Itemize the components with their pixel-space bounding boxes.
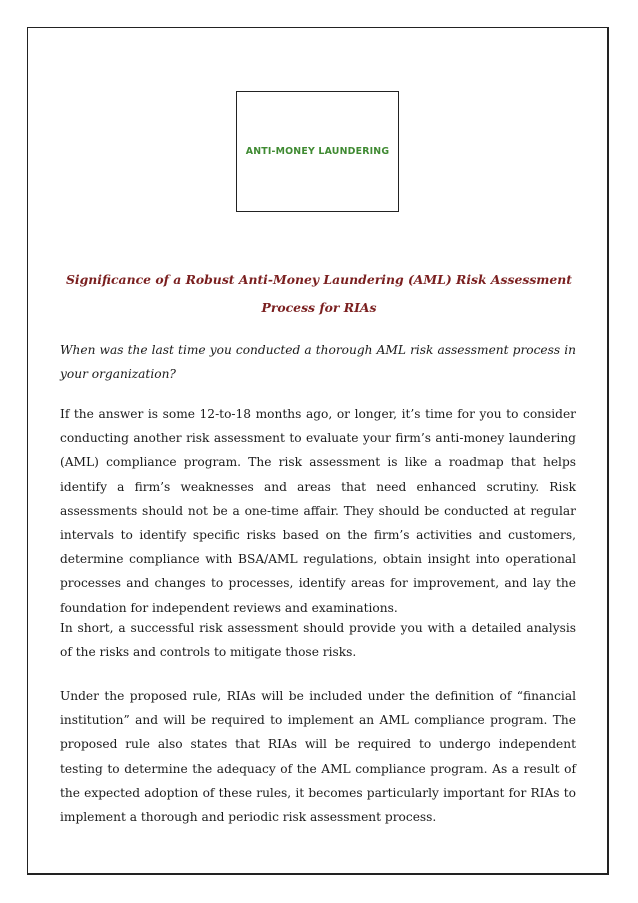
document-title: Significance of a Robust Anti-Money Laundering (AML) Risk Assessment Process for RIAs <box>65 272 573 315</box>
logo-image <box>236 91 399 212</box>
paragraph-risk-assessment: If the answer is some 12-to-18 months ago, or longer, it’s time for you to consider conducting another risk assessment to evaluate your firm’s anti-money laundering (AML) compliance program. The risk assessment is like a roadmap that helps identify a firm’s weaknesses and areas that need enhanced scrutiny. Risk assessments should not be a one-time affair. They should be conducted at regular intervals to identify specific risks based on the firm’s activities and customers, determine compliance with BSA/AML regulations, obtain insight into operational processes and changes to processes, identify areas for improvement, and lay the foundation for independent reviews and examinations. <box>60 407 576 615</box>
paragraph-summary: In short, a successful risk assessment should provide you with a detailed analysis of the risks and controls to mitigate those risks. <box>60 621 576 660</box>
intro-question: When was the last time you conducted a thorough AML risk assessment process in your organization? <box>60 343 576 382</box>
logo-text: ANTI-MONEY LAUNDERING <box>245 146 390 157</box>
paragraph-proposed-rule: Under the proposed rule, RIAs will be included under the definition of “financial institution” and will be required to implement an AML compliance program. The proposed rule also states that RIAs will be required to undergo independent testing to determine the adequacy of the AML compliance program. As a result of the expected adoption of these rules, it becomes particularly important for RIAs to implement a thorough and periodic risk assessment process. <box>60 689 576 825</box>
